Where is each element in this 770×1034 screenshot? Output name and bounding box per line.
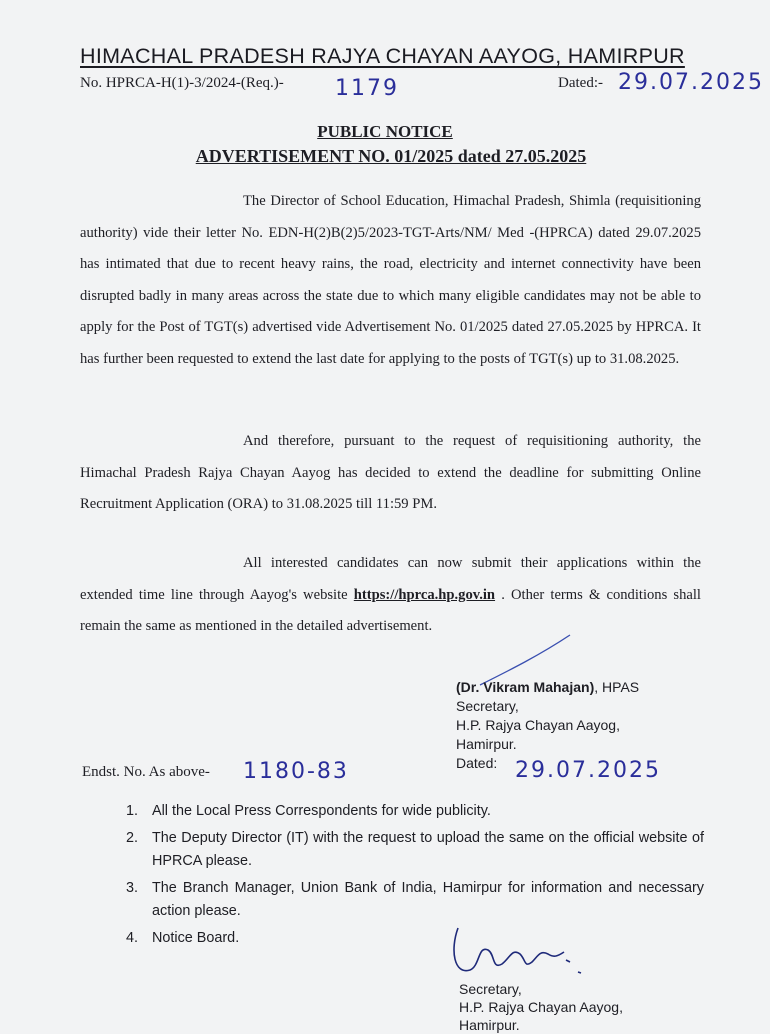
footer-designation: Secretary,: [459, 981, 522, 997]
signatory-dated-handwritten: 29.07.2025: [515, 758, 661, 783]
dated-label: Dated:-: [558, 75, 603, 91]
footer-signatory-block: [459, 980, 623, 1034]
office-title: HIMACHAL PRADESH RAJYA CHAYAN AAYOG, HAMIRPUR: [80, 44, 685, 68]
paragraph-1: The Director of School Education, Himachal Pradesh, Shimla (requisitioning authority) vide their letter No. EDN-H(2)B(2)5/2023-TGT-Arts/NM/ Med -(HPRCA) dated 29.07.2025 has intimated that due to recent heavy rains, the road, electricity and internet connectivity have been disrupted badly in many areas across the state due to which many eligible candidates may not be able to apply for the Post of TGT(s) advertised vide Advertisement No. 01/2025 dated 27.05.2025 by HPRCA. It has further been requested to extend the last date for applying to the posts of TGT(s) up to 31.08.2025.: [80, 193, 701, 367]
reference-number-handwritten: 1179: [335, 76, 399, 101]
signatory-designation: Secretary,: [456, 698, 519, 714]
paragraph-2: And therefore, pursuant to the request of requisitioning authority, the Himachal Pradesh Rajya Chayan Aayog has decided to extend the deadline for submitting Online Recruitment Application (ORA) to 31.08.2025 till 11:59 PM.: [80, 433, 701, 512]
list-item-text: The Deputy Director (IT) with the request to upload the same on the official website of HPRCA please.: [152, 830, 704, 869]
endorsement-number-handwritten: 1180-83: [243, 759, 349, 784]
paragraph-3: [80, 548, 701, 643]
signatory-organisation: H.P. Rajya Chayan Aayog,: [456, 717, 620, 733]
signatory-service: , HPAS: [594, 679, 640, 695]
paragraph-3-start: All interested candidates can now submit their applications within the extended time line through Aayog's website: [80, 555, 701, 603]
list-item-number: 3.: [126, 880, 139, 896]
notice-heading: PUBLIC NOTICE: [317, 122, 453, 141]
list-item: [126, 827, 704, 873]
endorsement-list: [126, 800, 704, 954]
list-item: [126, 877, 704, 923]
list-item-number: 4.: [126, 930, 139, 946]
paragraph-3-end: . Other terms & conditions shall remain the same as mentioned in the detailed advertisement.: [80, 586, 701, 634]
signatory-place: Hamirpur.: [456, 736, 517, 752]
reference-number: [80, 75, 284, 92]
list-item: [126, 800, 704, 823]
list-item-text: Notice Board.: [152, 930, 240, 946]
endorsement-label: Endst. No. As above-: [82, 764, 210, 780]
advertisement-heading: ADVERTISEMENT NO. 01/2025 dated 27.05.2025: [195, 146, 587, 166]
signatory-dated-label: Dated:: [456, 755, 498, 771]
signatory-name-line: [456, 678, 639, 697]
dated-handwritten: 29.07.2025: [618, 70, 764, 95]
list-item-text: All the Local Press Correspondents for wide publicity.: [152, 803, 491, 819]
list-item-number: 1.: [126, 803, 139, 819]
list-item-number: 2.: [126, 830, 139, 846]
signatory-name: (Dr. Vikram Mahajan): [456, 679, 595, 695]
list-item: [126, 927, 704, 950]
list-item-text: The Branch Manager, Union Bank of India, Hamirpur for information and necessary action please.: [152, 880, 704, 919]
footer-place: Hamirpur.: [459, 1017, 520, 1033]
website-link[interactable]: https://hprca.hp.gov.in: [353, 586, 496, 603]
footer-organisation: H.P. Rajya Chayan Aayog,: [459, 999, 623, 1015]
reference-number-label: No. HPRCA-H(1)-3/2024-(Req.)-: [80, 75, 284, 91]
